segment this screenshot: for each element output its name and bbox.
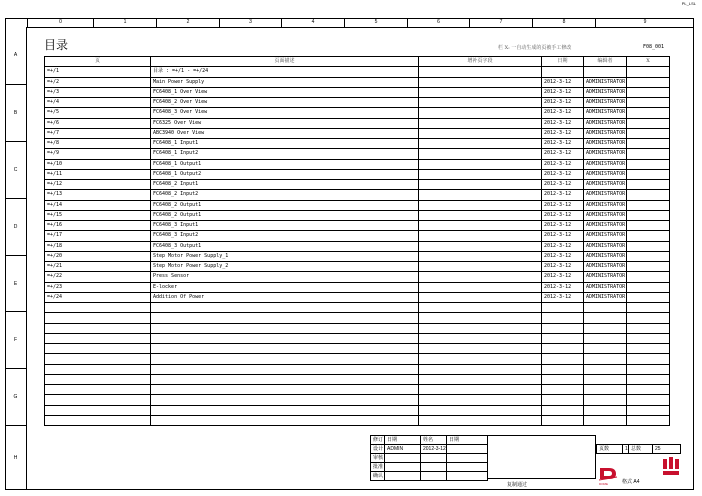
cell-editor: ADMINISTRATOR (584, 149, 627, 159)
cell-extra (419, 200, 542, 210)
cell-date: 2012-3-12 (542, 108, 584, 118)
cell-x (627, 108, 670, 118)
cell-date: 2012-3-12 (542, 98, 584, 108)
row-label: B (5, 84, 26, 141)
cell-description: FC6408_1 Output1 (151, 159, 419, 169)
cell-date: 2012-3-12 (542, 149, 584, 159)
table-row (45, 292, 670, 302)
cell-x (627, 241, 670, 251)
cell-page: =+/6 (45, 118, 151, 128)
revision-block (370, 435, 488, 481)
cell-description: FC6408_1 Input2 (151, 149, 419, 159)
cell-description: FC6325 Over View (151, 118, 419, 128)
cell-page: =+/18 (45, 241, 151, 251)
cell-page: =+/22 (45, 272, 151, 282)
table-row (45, 77, 670, 87)
cell-x (627, 262, 670, 272)
cell-date: 2012-3-12 (542, 139, 584, 149)
cell-editor: ADMINISTRATOR (584, 108, 627, 118)
table-row (45, 98, 670, 108)
cell-editor: ADMINISTRATOR (584, 180, 627, 190)
sheet-code: PL_LSL (681, 1, 696, 6)
empty-table-row (45, 364, 670, 374)
cell-description: FC6408_2 Over View (151, 98, 419, 108)
table-row (45, 200, 670, 210)
table-row (45, 67, 670, 77)
table-row (45, 282, 670, 292)
row-label: F (5, 311, 26, 368)
header-date: 日期 (542, 57, 584, 67)
cell-extra (419, 77, 542, 87)
cell-page: =+/9 (45, 149, 151, 159)
empty-table-row (45, 405, 670, 415)
cell-x (627, 231, 670, 241)
cell-editor: ADMINISTRATOR (584, 282, 627, 292)
cell-x (627, 221, 670, 231)
cell-date: 2012-3-12 (542, 262, 584, 272)
column-label: 4 (281, 18, 344, 27)
cell-x (627, 200, 670, 210)
cell-editor: ADMINISTRATOR (584, 190, 627, 200)
table-row (45, 128, 670, 138)
table-header-row (45, 57, 670, 67)
cell-description: Press Sensor (151, 272, 419, 282)
cell-description: Step Motor Power Supply_2 (151, 262, 419, 272)
cell-editor: ADMINISTRATOR (584, 118, 627, 128)
cell-editor: ADMINISTRATOR (584, 262, 627, 272)
cell-extra (419, 87, 542, 97)
table-row (45, 210, 670, 220)
cell-page: =+/15 (45, 210, 151, 220)
cell-editor: ADMINISTRATOR (584, 200, 627, 210)
cell-x (627, 128, 670, 138)
cell-extra (419, 262, 542, 272)
table-row (45, 108, 670, 118)
empty-table-row (45, 313, 670, 323)
cell-editor: ADMINISTRATOR (584, 241, 627, 251)
review-label: 审核 (371, 454, 385, 463)
cell-description: FC6408_2 Output1 (151, 210, 419, 220)
cell-editor: ADMINISTRATOR (584, 77, 627, 87)
header-x: X (627, 57, 670, 67)
cell-extra (419, 190, 542, 200)
cell-x (627, 180, 670, 190)
cell-description: FC6408_1 Output2 (151, 169, 419, 179)
table-row (45, 87, 670, 97)
column-label: 8 (532, 18, 595, 27)
cell-editor: ADMINISTRATOR (584, 159, 627, 169)
cell-date (542, 67, 584, 77)
cell-extra (419, 149, 542, 159)
cell-date: 2012-3-12 (542, 231, 584, 241)
approve-label: 批准 (371, 463, 385, 472)
cell-page: =+/23 (45, 282, 151, 292)
header-page: 页 (45, 57, 151, 67)
confirm-label: 确认 (371, 472, 385, 481)
cell-page: =+/3 (45, 87, 151, 97)
cell-editor: ADMINISTRATOR (584, 210, 627, 220)
cell-editor: ADMINISTRATOR (584, 292, 627, 302)
cell-date: 2012-3-12 (542, 190, 584, 200)
cell-date: 2012-3-12 (542, 159, 584, 169)
page-count-block (596, 444, 681, 454)
total-number: 25 (653, 445, 681, 454)
cell-extra (419, 210, 542, 220)
cell-page: =+/21 (45, 262, 151, 272)
table-row (45, 251, 670, 261)
row-label: D (5, 198, 26, 255)
index-table (44, 56, 670, 426)
cell-page: =+/5 (45, 108, 151, 118)
cell-description: FC6408_3 Input2 (151, 231, 419, 241)
format-label: 格式 A4 (622, 479, 640, 485)
cell-extra (419, 118, 542, 128)
cell-editor: ADMINISTRATOR (584, 251, 627, 261)
table-row (45, 118, 670, 128)
logo-caption: DOME (599, 482, 608, 486)
cell-editor: ADMINISTRATOR (584, 221, 627, 231)
header-extra-field: 增补页字段 (419, 57, 542, 67)
column-label: 9 (595, 18, 694, 27)
title-field (487, 435, 596, 479)
cell-extra (419, 169, 542, 179)
page-label: 页数 (597, 445, 623, 454)
cell-description: Main Power Supply (151, 77, 419, 87)
cell-description: Addition Of Power (151, 292, 419, 302)
table-row (45, 139, 670, 149)
cell-editor: ADMINISTRATOR (584, 98, 627, 108)
cell-date: 2012-3-12 (542, 200, 584, 210)
column-label: 3 (219, 18, 281, 27)
cell-description: FC6408_2 Output1 (151, 200, 419, 210)
column-label: 7 (469, 18, 532, 27)
empty-table-row (45, 333, 670, 343)
table-row (45, 180, 670, 190)
cell-extra (419, 108, 542, 118)
empty-table-row (45, 385, 670, 395)
cell-date: 2012-3-12 (542, 251, 584, 261)
empty-table-row (45, 323, 670, 333)
cell-page: =+/24 (45, 292, 151, 302)
cell-page: =+/7 (45, 128, 151, 138)
cell-x (627, 272, 670, 282)
cell-date: 2012-3-12 (542, 241, 584, 251)
cell-page: =+/1 (45, 67, 151, 77)
cell-extra (419, 241, 542, 251)
cell-x (627, 190, 670, 200)
cell-x (627, 118, 670, 128)
total-label: 总数 (629, 445, 653, 454)
column-label: 5 (344, 18, 407, 27)
cell-page: =+/20 (45, 251, 151, 261)
cell-date: 2012-3-12 (542, 169, 584, 179)
cell-editor: ADMINISTRATOR (584, 231, 627, 241)
cell-extra (419, 292, 542, 302)
table-row (45, 190, 670, 200)
table-row (45, 159, 670, 169)
cell-date: 2012-3-12 (542, 282, 584, 292)
cell-description: FC6408_3 Over View (151, 108, 419, 118)
page-title: 目录 (44, 38, 69, 52)
cell-page: =+/11 (45, 169, 151, 179)
cell-extra (419, 67, 542, 77)
cell-x (627, 159, 670, 169)
row-label: A (13, 52, 18, 58)
empty-table-row (45, 415, 670, 425)
cell-x (627, 67, 670, 77)
column-label: 2 (156, 18, 219, 27)
cell-description: Step Motor Power Supply_1 (151, 251, 419, 261)
cell-extra (419, 128, 542, 138)
design-date: 2012-3-12 (421, 445, 447, 454)
cell-description: E-locker (151, 282, 419, 292)
cell-x (627, 87, 670, 97)
cell-description: FC6408_2 Input1 (151, 180, 419, 190)
cell-x (627, 282, 670, 292)
empty-table-row (45, 374, 670, 384)
cell-description: FC6408_1 Input1 (151, 139, 419, 149)
cell-page: =+/13 (45, 190, 151, 200)
row-label: G (5, 368, 26, 425)
table-row (45, 262, 670, 272)
cell-description: FC6408_3 Input1 (151, 221, 419, 231)
cell-extra (419, 272, 542, 282)
cell-description: 目录 : =+/1 - =+/24 (151, 67, 419, 77)
cell-date: 2012-3-12 (542, 210, 584, 220)
cell-date: 2012-3-12 (542, 292, 584, 302)
page-number: 1 (623, 445, 629, 454)
cell-x (627, 169, 670, 179)
dome-logo (597, 466, 619, 482)
cell-description: ABC3940 Over View (151, 128, 419, 138)
column-label: 1 (93, 18, 156, 27)
cell-page: =+/10 (45, 159, 151, 169)
rev-label: 修订 (371, 436, 385, 445)
designer: ADMIN (385, 445, 421, 454)
document-id: F08_001 (643, 44, 665, 50)
cell-editor (584, 67, 627, 77)
cell-description: FC6408_2 Input2 (151, 190, 419, 200)
cell-page: =+/17 (45, 231, 151, 241)
cell-editor: ADMINISTRATOR (584, 139, 627, 149)
cell-extra (419, 221, 542, 231)
empty-table-row (45, 354, 670, 364)
cell-extra (419, 251, 542, 261)
table-row (45, 272, 670, 282)
cell-x (627, 98, 670, 108)
table-row (45, 149, 670, 159)
cell-extra (419, 180, 542, 190)
cell-description: FC6408_3 Output1 (151, 241, 419, 251)
cell-description: FC6408_1 Over View (151, 87, 419, 97)
cell-date: 2012-3-12 (542, 272, 584, 282)
cell-date: 2012-3-12 (542, 221, 584, 231)
rev-name-label: 姓名 (421, 436, 447, 445)
cell-date: 2012-3-12 (542, 87, 584, 97)
empty-table-row (45, 344, 670, 354)
cell-extra (419, 139, 542, 149)
design-label: 设计 (371, 445, 385, 454)
table-row (45, 221, 670, 231)
table-row (45, 241, 670, 251)
cell-extra (419, 282, 542, 292)
cell-x (627, 77, 670, 87)
column-ruler (27, 18, 694, 28)
cell-page: =+/4 (45, 98, 151, 108)
table-row (45, 169, 670, 179)
manual-edit-note: 栏 X: 一自动生成的页被手工修改 (498, 45, 572, 51)
header-description: 页面描述 (151, 57, 419, 67)
row-label: E (5, 255, 26, 311)
column-label: 6 (407, 18, 469, 27)
row-ruler (5, 27, 27, 490)
brand-mark-logo (661, 455, 681, 479)
cell-page: =+/8 (45, 139, 151, 149)
cell-extra (419, 231, 542, 241)
cell-editor: ADMINISTRATOR (584, 128, 627, 138)
cell-x (627, 292, 670, 302)
rev-date-label: 日期 (385, 436, 421, 445)
cell-page: =+/2 (45, 77, 151, 87)
rev-date2-label: 日期 (447, 436, 488, 445)
cell-extra (419, 159, 542, 169)
table-row (45, 231, 670, 241)
cell-page: =+/16 (45, 221, 151, 231)
cell-x (627, 149, 670, 159)
cell-editor: ADMINISTRATOR (584, 272, 627, 282)
row-label: H (5, 425, 26, 489)
row-label: C (5, 141, 26, 198)
header-editor: 编辑者 (584, 57, 627, 67)
empty-table-row (45, 395, 670, 405)
cell-page: =+/12 (45, 180, 151, 190)
cell-x (627, 210, 670, 220)
cell-editor: ADMINISTRATOR (584, 169, 627, 179)
empty-table-row (45, 303, 670, 313)
cell-x (627, 251, 670, 261)
cell-extra (419, 98, 542, 108)
approved-text: 复制通过 (507, 482, 528, 488)
cell-x (627, 139, 670, 149)
cell-editor: ADMINISTRATOR (584, 87, 627, 97)
cell-date: 2012-3-12 (542, 77, 584, 87)
cell-date: 2012-3-12 (542, 118, 584, 128)
column-label: 0 (27, 18, 93, 27)
cell-page: =+/14 (45, 200, 151, 210)
cell-date: 2012-3-12 (542, 180, 584, 190)
cell-date: 2012-3-12 (542, 128, 584, 138)
